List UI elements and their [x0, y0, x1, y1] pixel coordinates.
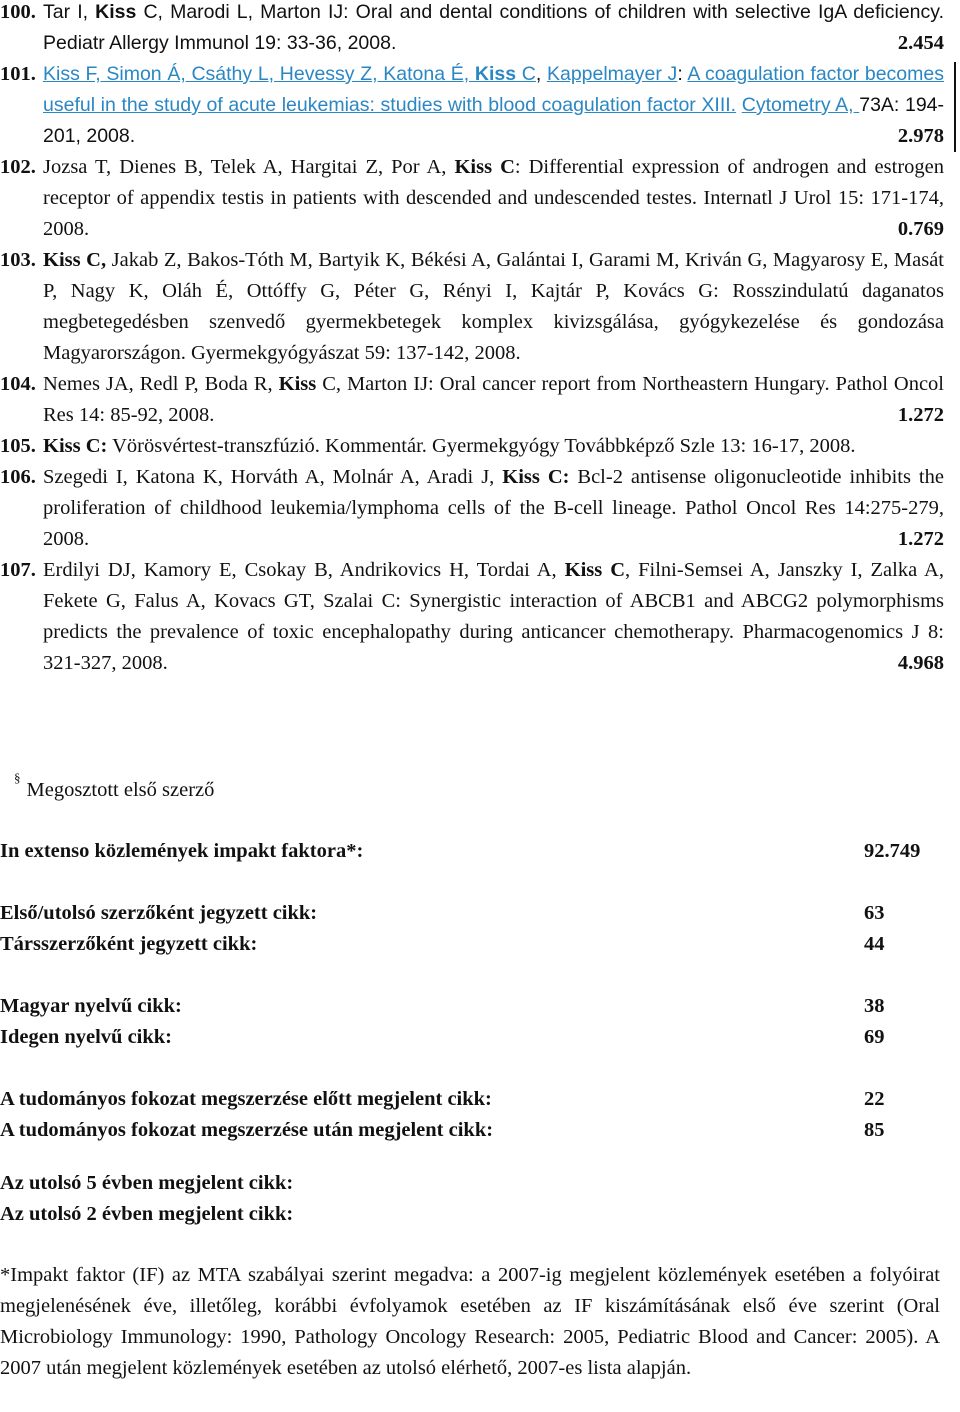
reference-segment: C, Marton IJ: Oral cancer report from Northeastern Hungary. Pathol Oncol Res 14: 85-92, 2008.	[43, 373, 944, 426]
stat-value: 38	[864, 995, 885, 1017]
footnote-text: Megosztott első szerző	[26, 778, 215, 801]
stat-value: 22	[864, 1088, 885, 1110]
reference-segment: Bcl-2 antisense oligonucleotide inhibits the proliferation of childhood leukemia/lymphoma cells of the B-cell lineage. Pathol Oncol Res 14:275-279, 2008.	[43, 466, 944, 550]
reference-item	[0, 0, 944, 59]
stat-label: A tudományos fokozat megszerzése után megjelent cikk:	[0, 1119, 494, 1141]
reference-segment: Kiss C	[564, 559, 626, 581]
reference-text	[43, 1, 944, 54]
reference-segment: Kiss C:	[43, 435, 108, 457]
impact-factor-note: *Impakt faktor (IF) az MTA szabályai szerint megadva: a 2007-ig megjelent közlemények esetében a folyóirat megjelenésének éve, illetőleg, korábbi évfolyamok esetében az IF kiszámításának első éve szerint (Oral Microbiology Immunology: 1990, Pathology Oncology Research: 2005, Pediatric Blood and Cancer: 2005). A 2007 után megjelent közlemények esetében az utolsó elérhető, 2007-es lista alapján.	[0, 1264, 940, 1379]
reference-segment: Kiss	[95, 1, 137, 23]
stat-value: 44	[864, 933, 885, 955]
reference-list	[0, 0, 944, 679]
stat-value: 92.749	[864, 840, 921, 862]
reference-segment: Kiss C,	[43, 249, 107, 271]
impact-factor-value: 2.454	[897, 32, 944, 54]
reference-item	[0, 245, 944, 369]
stat-label: Idegen nyelvű cikk:	[0, 1026, 172, 1048]
reference-link[interactable]: Kiss	[474, 63, 517, 85]
reference-segment: Jozsa T, Dienes B, Telek A, Hargitai Z, Por A,	[43, 156, 455, 178]
reference-link[interactable]: A coagulation factor becomes useful in the study of acute leukemias: studies with blood coagulation factor XIII.	[43, 63, 944, 116]
reference-link[interactable]: Kappelmayer J	[546, 63, 678, 85]
reference-segment: Kiss	[278, 373, 317, 395]
reference-text	[43, 63, 944, 147]
stat-label: In extenso közlemények impakt faktora*:	[0, 840, 364, 862]
reference-number: 104.	[0, 373, 36, 395]
reference-link[interactable]: Cytometry A,	[741, 94, 860, 116]
reference-segment: Nemes JA, Redl P, Boda R,	[43, 373, 279, 395]
reference-segment: Erdilyi DJ, Kamory E, Csokay B, Andrikovics H, Tordai A,	[43, 559, 565, 581]
reference-number: 105.	[0, 435, 36, 457]
reference-item	[0, 462, 944, 555]
reference-number: 100.	[0, 1, 36, 23]
section-sign: §	[14, 770, 21, 785]
impact-factor-value: 4.968	[897, 652, 944, 674]
stat-label: Társszerzőként jegyzett cikk:	[0, 933, 258, 955]
reference-item	[0, 369, 944, 431]
impact-factor-value: 0.769	[897, 218, 944, 240]
reference-text	[43, 156, 944, 240]
reference-segment: Szegedi I, Katona K, Horváth A, Molnár A, Aradi J,	[43, 466, 503, 488]
reference-segment: Kiss C	[454, 156, 515, 178]
reference-segment: Jakab Z, Bakos-Tóth M, Bartyik K, Békési A, Galántai I, Garami M, Kriván G, Magyarosy E, Masát P, Nagy K, Oláh É, Ottóffy G, Péter G, Rényi I, Kajtár P, Kovács G: Rosszindulatú daganatos megbetegedésben szenvedő gyermekbetegek komplex kivizsgálása, gyógykezelése és gondozása Magyarországon. Gyermekgyógyászat 59: 137-142, 2008.	[43, 249, 945, 364]
reference-segment: ,	[535, 63, 547, 85]
stat-value: 85	[864, 1119, 885, 1141]
reference-segment: Kiss C:	[502, 466, 570, 488]
impact-factor-value: 1.272	[897, 404, 944, 426]
stat-label: Az utolsó 2 évben megjelent cikk:	[0, 1203, 294, 1225]
stat-label: A tudományos fokozat megszerzése előtt megjelent cikk:	[0, 1088, 492, 1110]
reference-item	[0, 152, 944, 245]
reference-segment: 73A: 194-201, 2008.	[43, 94, 944, 147]
reference-number: 103.	[0, 249, 36, 271]
reference-segment: , Filni-Semsei A, Janszky I, Zalka A, Fekete G, Falus A, Kovacs GT, Szalai C: Synergistic interaction of ABCB1 and ABCG2 polymorphisms predicts the prevalence of toxic encephalopathy during anticancer chemotherapy. Pharmacogenomics J 8: 321-327, 2008.	[43, 559, 944, 674]
stat-value: 69	[864, 1026, 885, 1048]
reference-item	[0, 59, 944, 152]
stat-value: 63	[864, 902, 885, 924]
reference-number: 101.	[0, 63, 36, 85]
stat-label: Első/utolsó szerzőként jegyzett cikk:	[0, 902, 318, 924]
reference-number: 106.	[0, 466, 36, 488]
reference-link[interactable]: C	[516, 63, 536, 85]
reference-text	[43, 435, 856, 457]
stat-label: Magyar nyelvű cikk:	[0, 995, 182, 1017]
impact-factor-value: 2.978	[897, 125, 944, 147]
footnote	[14, 769, 214, 805]
stat-label: Az utolsó 5 évben megjelent cikk:	[0, 1172, 294, 1194]
reference-segment: :	[677, 63, 688, 85]
reference-item	[0, 555, 944, 679]
reference-segment: Vörösvértest-transzfúzió. Kommentár. Gyermekgyógy Továbbképző Szle 13: 16-17, 2008.	[107, 435, 856, 457]
impact-factor-value: 1.272	[897, 528, 944, 550]
reference-item	[0, 431, 944, 462]
reference-link[interactable]: Kiss F, Simon Á, Csáthy L, Hevessy Z, Katona É,	[43, 63, 475, 85]
reference-segment: C, Marodi L, Marton IJ: Oral and dental conditions of children with selective IgA deficiency. Pediatr Allergy Immunol 19: 33-36, 2008.	[43, 1, 944, 54]
reference-number: 107.	[0, 559, 36, 581]
reference-segment: Tar I,	[43, 1, 96, 23]
revision-bar	[954, 62, 956, 152]
reference-segment: : Differential expression of androgen and estrogen receptor of appendix testis in patients with descended and undescended testes. Internatl J Urol 15: 171-174, 2008.	[43, 156, 944, 240]
reference-text	[43, 373, 944, 426]
reference-text	[43, 249, 944, 364]
reference-text	[43, 559, 944, 674]
reference-number: 102.	[0, 156, 36, 178]
reference-text	[43, 466, 944, 550]
